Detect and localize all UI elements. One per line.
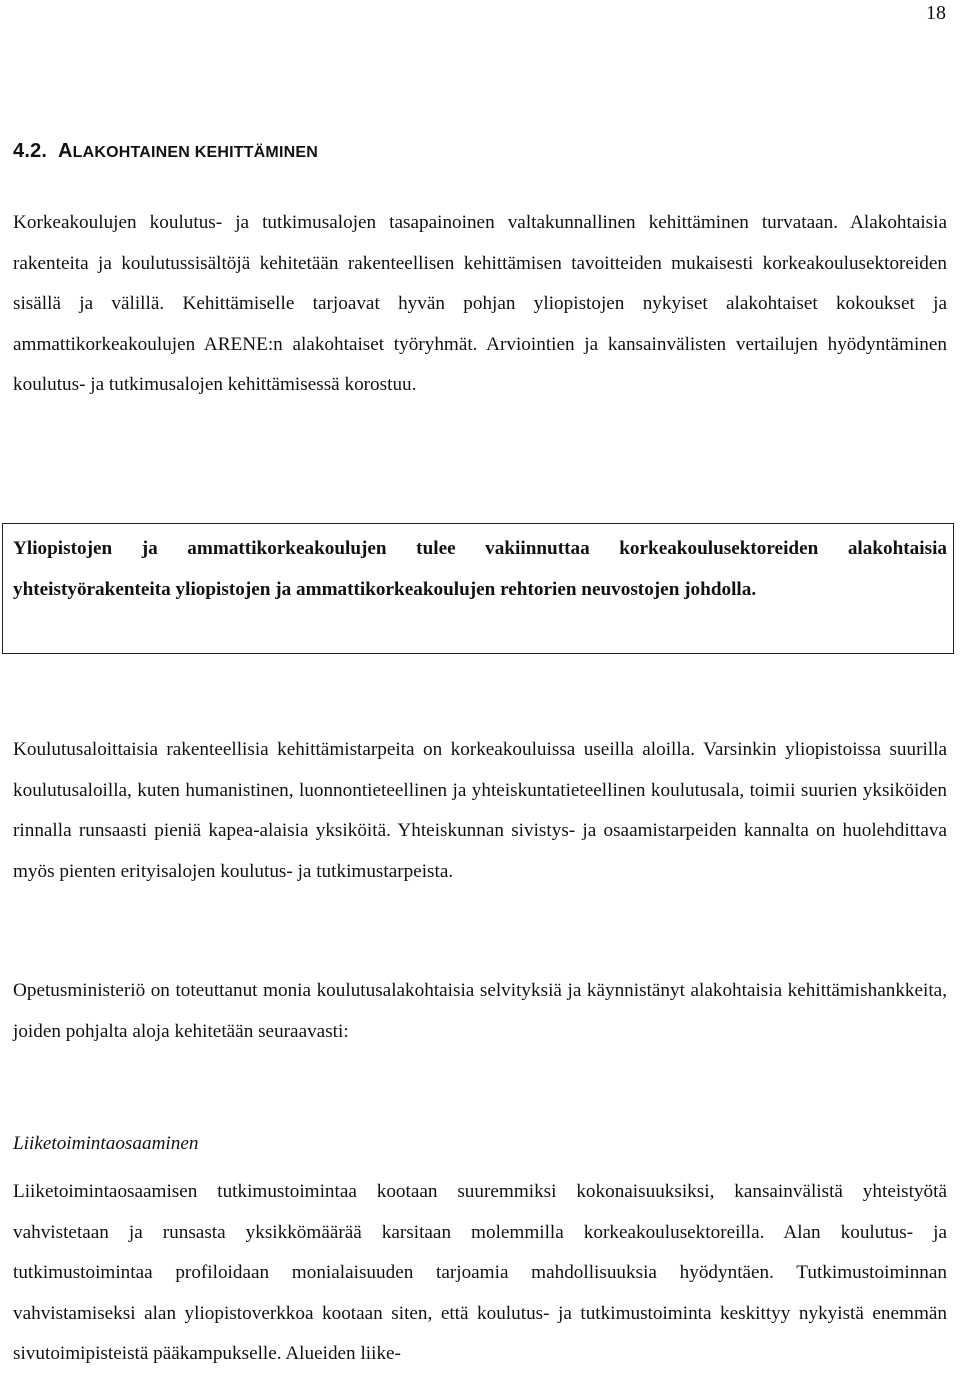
intro-paragraph: Korkeakoulujen koulutus- ja tutkimusalojen tasapainoinen valtakunnallinen kehittäminen turvataan. Alakohtaisia rakenteita ja koulutussisältöjä kehitetään rakenteellisen kehittämisen tavoitteiden mukaisesti korkeakoulusektoreiden sisällä ja välillä. Kehittämiselle tarjoavat hyvän pohjan yliopistojen nykyiset alakohtaiset kokoukset ja ammattikorkeakoulujen ARENE:n alakohtaiset työryhmät. Arviointien ja kansainvälisten vertailujen hyödyntäminen koulutus- ja tutkimusalojen kehittämisessä korostuu. <box>13 212 947 395</box>
subsection-title: Liiketoimintaosaaminen <box>13 1133 199 1154</box>
section-heading <box>13 140 318 163</box>
section-title: LAKOHTAINEN KEHITTÄMINEN <box>72 144 318 161</box>
page-number: 18 <box>926 2 946 24</box>
subsection-paragraph: Liiketoimintaosaamisen tutkimustoimintaa kootaan suuremmiksi kokonaisuuksiksi, kansainvälistä yhteistyötä vahvistetaan ja runsasta yksikkömäärää karsitaan molemmilla korkeakoulusektoreilla. Alan koulutus- ja tutkimustoimintaa profiloidaan monialaisuuden tarjoamia mahdollisuuksia hyödyntäen. Tutkimustoiminnan vahvistamiseksi alan yliopistoverkkoa kootaan siten, että koulutus- ja tutkimustoiminta keskittyy nykyistä enemmän sivutoimipisteistä pääkampukselle. Alueiden liike- <box>13 1181 947 1364</box>
fields-paragraph: Koulutusaloittaisia rakenteellisia kehittämistarpeita on korkeakouluissa useilla aloilla. Varsinkin yliopistoissa suurilla koulutusaloilla, kuten humanistinen, luonnontieteellinen ja yhteiskuntatieteellinen koulutusala, toimii suurien yksiköiden rinnalla runsaasti pieniä kapea-alaisia yksiköitä. Yhteiskunnan sivistys- ja osaamistarpeiden kannalta on huolehdittava myös pienten erityisalojen koulutus- ja tutkimustarpeista. <box>13 739 947 882</box>
ministry-paragraph: Opetusministeriö on toteuttanut monia koulutusalakohtaisia selvityksiä ja käynnistänyt alakohtaisia kehittämishankkeita, joiden pohjalta aloja kehitetään seuraavasti: <box>13 980 947 1042</box>
highlight-box <box>2 523 954 654</box>
section-number: 4.2. <box>13 140 48 162</box>
highlight-text: Yliopistojen ja ammattikorkeakoulujen tulee vakiinnuttaa korkeakoulusektoreiden alakohtaisia yhteistyörakenteita yliopistojen ja ammattikorkeakoulujen rehtorien neuvostojen johdolla. <box>13 538 947 600</box>
section-title-initial: A <box>57 140 73 162</box>
